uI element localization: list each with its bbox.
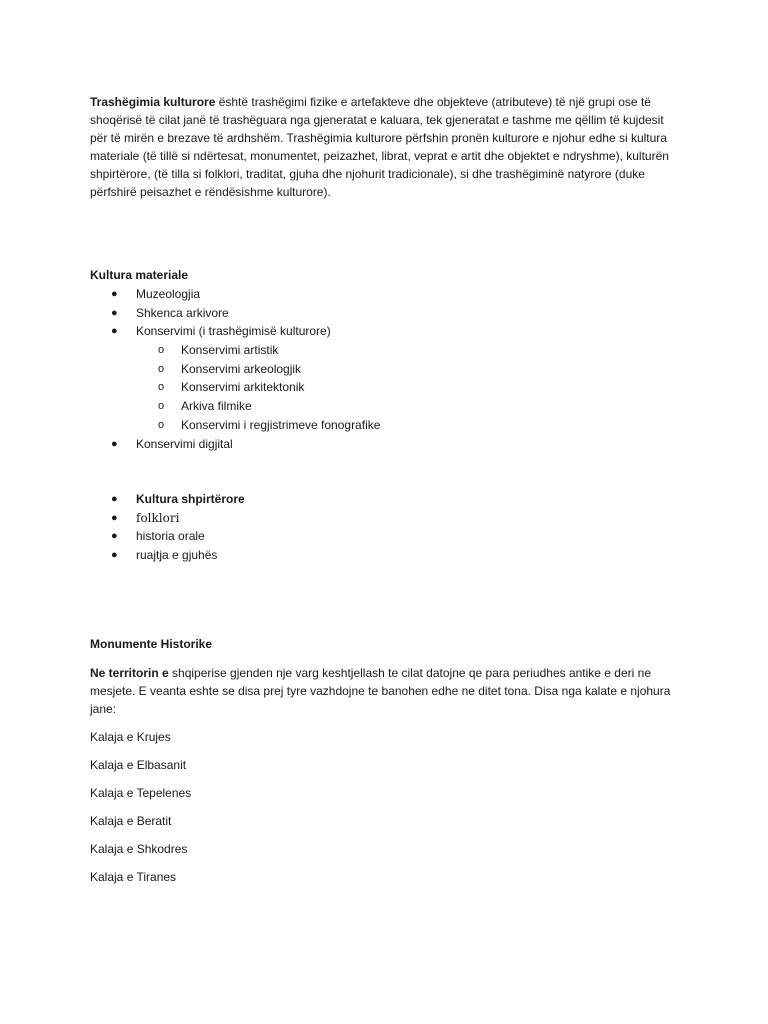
monuments-text: shqiperise gjenden nje varg keshtjellash te cilat datojne qe para periudhes antike e deri ne mesjete. E veanta eshte se disa prej tyre vazhdojne te banohen edhe ne ditet tona. Disa nga kalate e njohura jane:: [90, 666, 671, 716]
castle-item: Kalaja e Beratit: [90, 814, 172, 828]
monuments-lead: Ne territorin e: [90, 666, 169, 680]
bullet-icon: ●: [111, 493, 118, 505]
monuments-heading: Monumente Historike: [90, 637, 213, 651]
bullet-icon: ●: [111, 288, 118, 300]
circle-bullet-icon: o: [158, 400, 165, 413]
bullet-icon: ●: [111, 437, 118, 450]
bullet-icon: ●: [111, 511, 118, 524]
castle-item: Kalaja e Elbasanit: [90, 758, 187, 772]
circle-bullet-icon: o: [158, 381, 165, 394]
castle-item: Kalaja e Krujes: [90, 730, 171, 744]
castle-item: Kalaja e Tiranes: [90, 870, 177, 884]
intro-lead: Trashëgimia kulturore: [90, 95, 216, 109]
bullet-icon: ●: [111, 530, 118, 543]
document-page: Trashëgimia kulturore është trashëgimi fizike e artefakteve dhe objekteve (atributeve) të një grupi ose të shoqërisë të cilat janë të trashëguara nga gjeneratat e kaluara, tek gjeneratat e tashme me qëllim të kujdesit për të mirën e brezave të ardhshëm. Trashëgimia kulturore përfshin pronën kulturore e njohur edhe si kultura materiale (të tillë si ndërtesat, monumentet, peizazhet, librat, veprat e artit dhe objektet e ndryshme), kulturën shpirtërore, (të tilla si folklori, traditat, gjuha dhe njohurit tradicionale), si dhe trashëgiminë natyrore (duke përfshirë peisazhet e rëndësishme kulturore). Kultura materiale ● Muzeologjia ● Shkenca arkivore ● Konservimi (i trashëgimisë kulturore) o Konservimi artistik o Konservimi arkeologjik o Konservimi arkitektonik o Arkiva filmike o Konservimi i regjistrimeve fonografike ● Konservimi digjital ● Kultura shpirtërore ● folklori ● historia orale ● ruajtja e gjuhës Monumente Historike Ne territorin e shqiperise gjenden nje varg keshtjellash te cilat datojne qe para periudhes antike e deri ne mesjete. E veanta eshte se disa prej tyre vazhdojne te banohen edhe ne ditet tona. Disa nga kalate e njohura jane: Kalaja e Krujes Kalaja e Elbasanit Kalaja e Tepelenes Kalaja e Beratit Kalaja e Shkodres Kalaja e Tiranes: [0, 0, 768, 1024]
castle-item: Kalaja e Tepelenes: [90, 786, 192, 800]
circle-bullet-icon: o: [158, 362, 165, 375]
material-heading: Kultura materiale: [90, 268, 189, 282]
castle-item: Kalaja e Shkodres: [90, 842, 188, 856]
bullet-icon: ●: [111, 325, 118, 338]
circle-bullet-icon: o: [158, 344, 165, 357]
intro-paragraph: [90, 93, 680, 201]
intro-text: është trashëgimi fizike e artefakteve dhe objekteve (atributeve) të një grupi ose të shoqërisë të cilat janë të trashëguara nga gjeneratat e kaluara, tek gjeneratat e tashme me qëllim të kujdesit për të mirën e brezave të ardhshëm. Trashëgimia kulturore përfshin pronën kulturore e njohur edhe si kultura materiale (të tillë si ndërtesat, monumentet, peizazhet, librat, veprat e artit dhe objektet e ndryshme), kulturën shpirtërore, (të tilla si folklori, traditat, gjuha dhe njohurit tradicionale), si dhe trashëgiminë natyrore (duke përfshirë peisazhet e rëndësishme kulturore).: [90, 95, 669, 199]
bullet-icon: ●: [111, 306, 118, 319]
bullet-icon: ●: [111, 549, 118, 562]
circle-bullet-icon: o: [158, 418, 165, 431]
monuments-paragraph: [90, 664, 680, 718]
